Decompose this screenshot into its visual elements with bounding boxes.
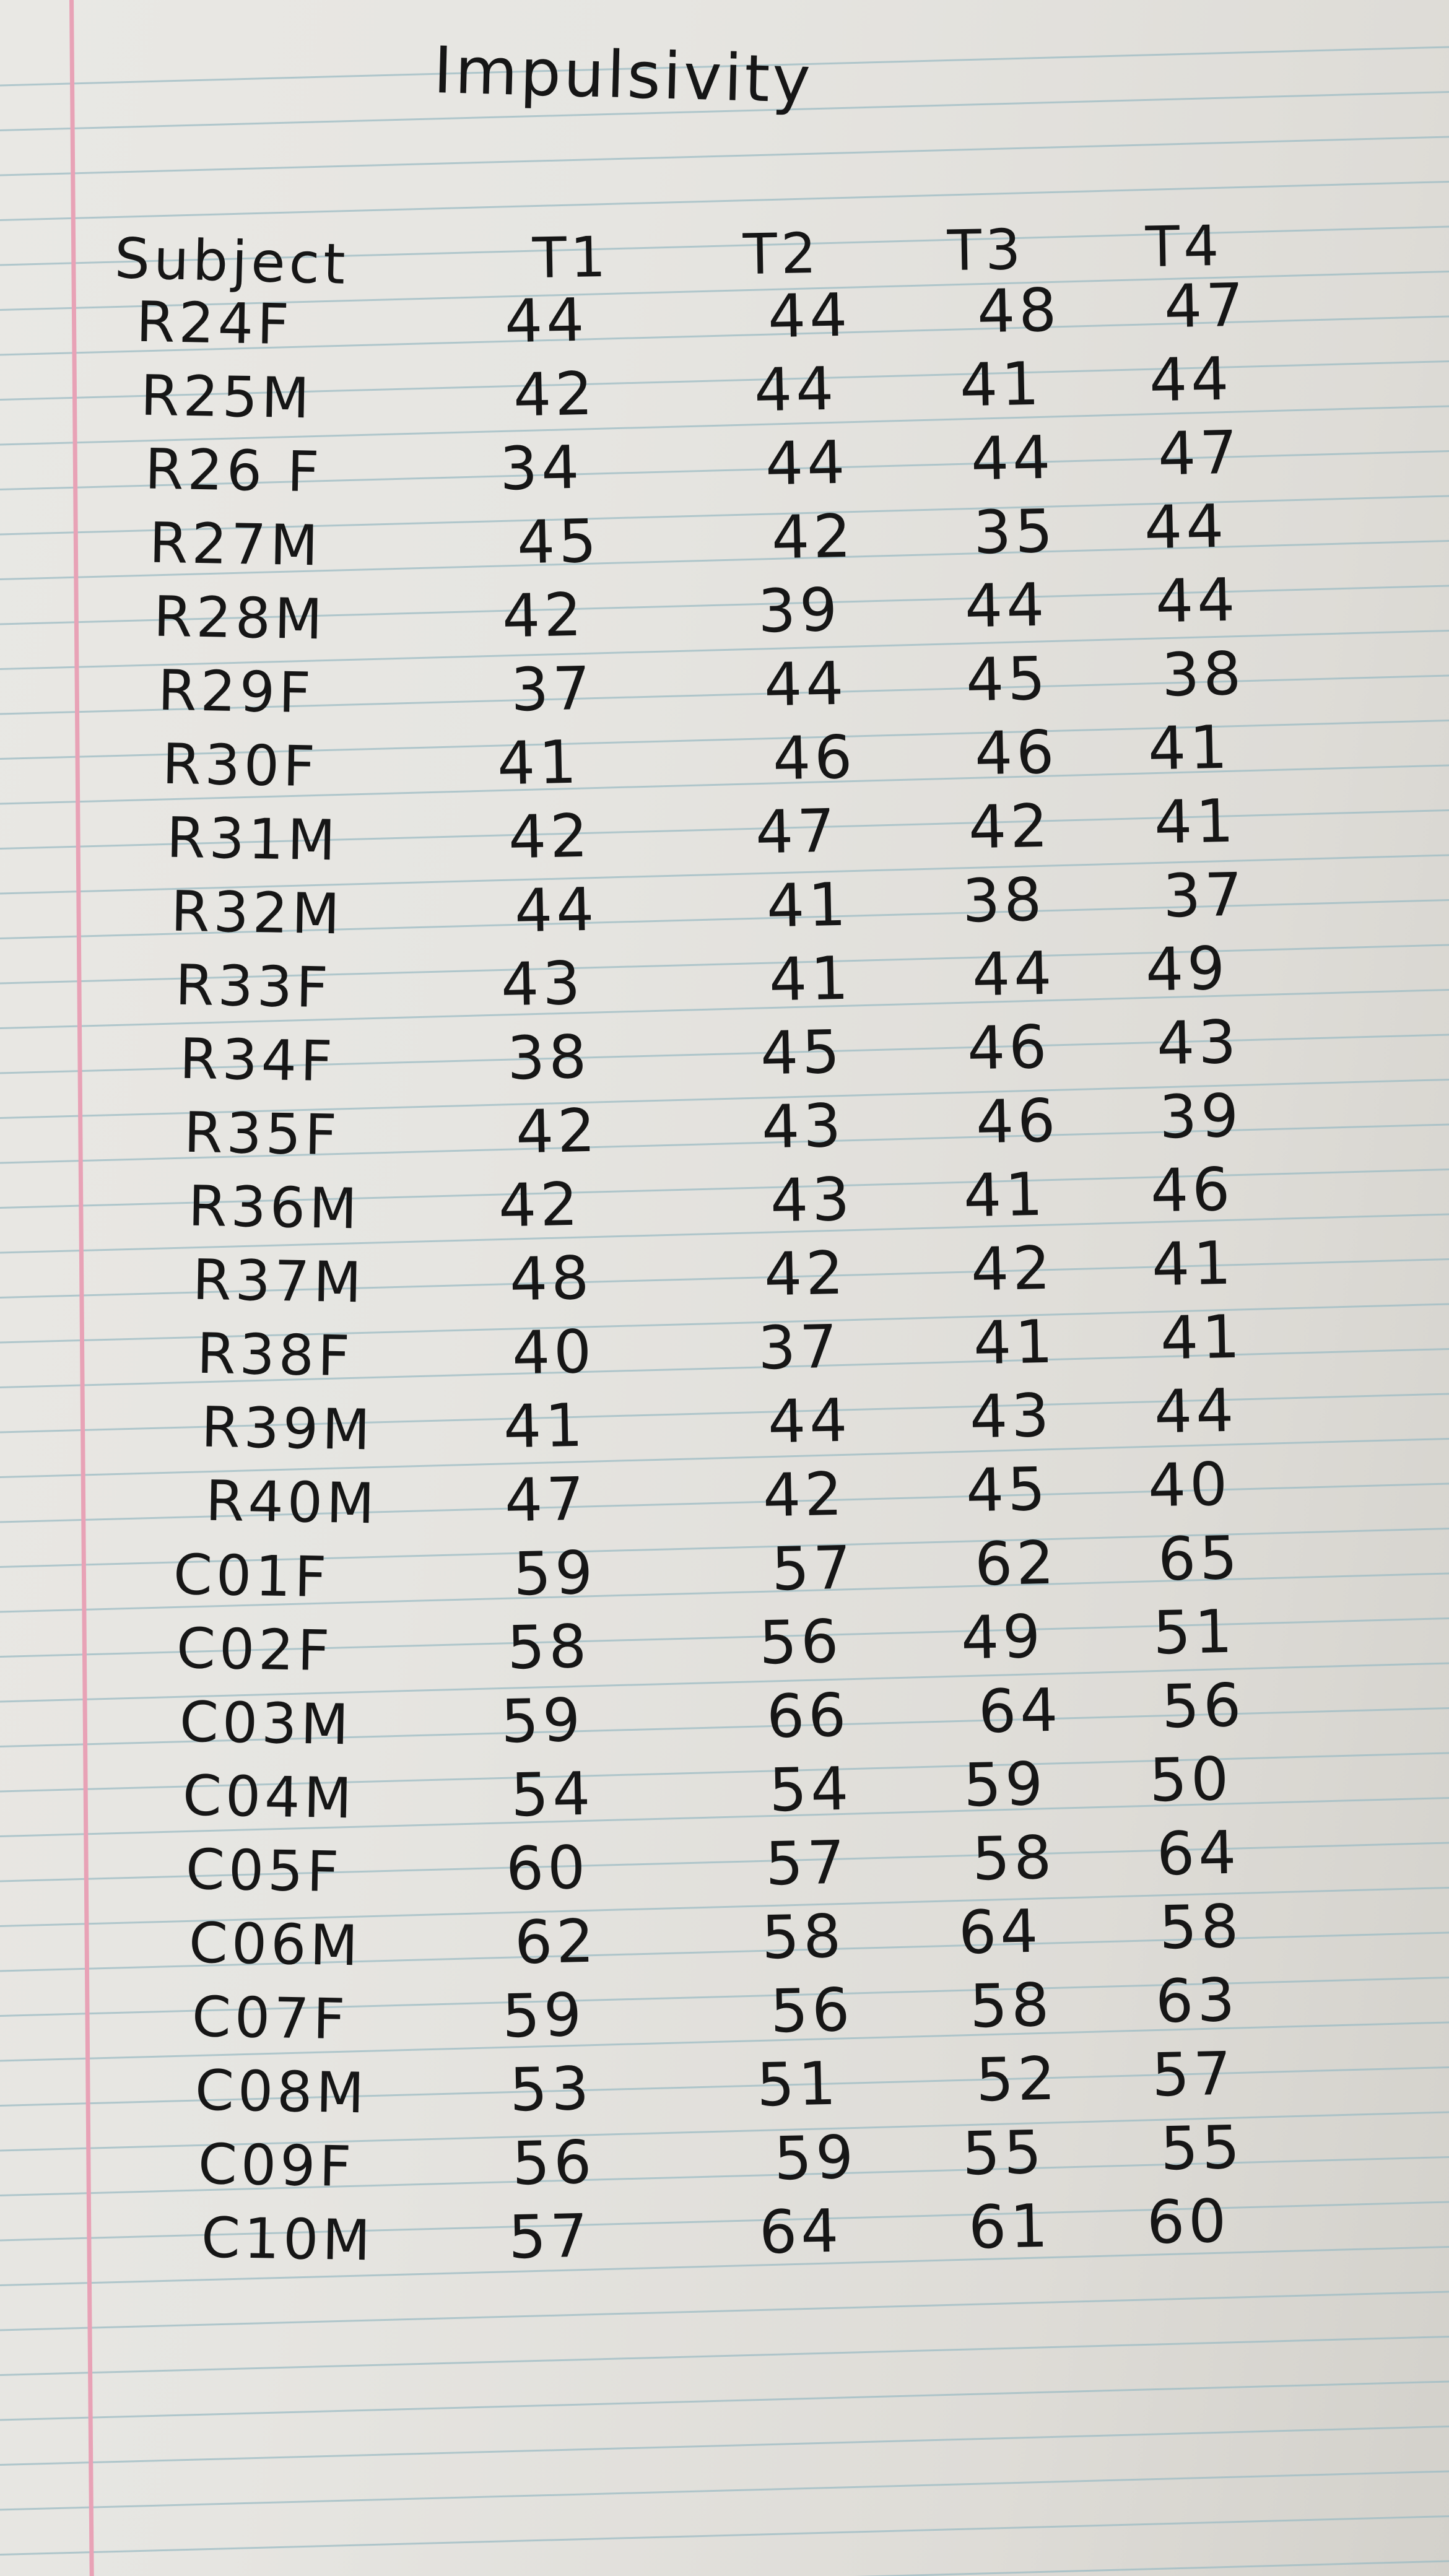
row-value-t4: 46 (1149, 1154, 1235, 1226)
row-value-t3: 45 (965, 643, 1050, 715)
row-subject: C07F (191, 1984, 350, 2053)
row-value-t4: 50 (1148, 1744, 1234, 1816)
row-value-t3: 61 (967, 2191, 1053, 2263)
row-value-t2: 43 (760, 1090, 846, 1162)
row-value-t3: 45 (965, 1454, 1050, 1526)
row-value-t3: 42 (967, 791, 1053, 863)
row-value-t3: 64 (957, 1896, 1043, 1968)
row-subject: R38F (196, 1321, 354, 1390)
row-subject: C05F (185, 1837, 344, 1905)
col-header-t3: T3 (947, 217, 1025, 284)
row-value-t4: 57 (1151, 2039, 1236, 2110)
row-subject: C01F (173, 1542, 331, 1611)
col-header-t4: T4 (1145, 213, 1224, 281)
row-value-t1: 42 (507, 801, 593, 872)
row-value-t3: 46 (966, 1012, 1051, 1084)
row-value-t4: 47 (1163, 270, 1248, 342)
row-value-t3: 64 (977, 1675, 1063, 1747)
row-subject: C02F (176, 1616, 334, 1684)
row-subject: C09F (198, 2131, 356, 2200)
row-value-t4: 60 (1146, 2186, 1231, 2258)
row-value-t1: 59 (512, 1538, 598, 1609)
row-value-t3: 43 (968, 1380, 1054, 1452)
row-value-t1: 45 (516, 506, 601, 578)
row-value-t4: 37 (1162, 859, 1247, 931)
row-value-t4: 41 (1147, 712, 1232, 784)
row-value-t4: 55 (1159, 2112, 1245, 2184)
row-subject: R24F (136, 289, 294, 358)
row-value-t1: 48 (508, 1243, 594, 1315)
row-value-t1: 40 (511, 1316, 596, 1388)
row-subject: C06M (188, 1910, 362, 1979)
row-value-t2: 42 (762, 1459, 847, 1531)
row-value-t1: 42 (512, 359, 598, 430)
row-value-t2: 44 (763, 648, 848, 720)
row-value-t2: 43 (769, 1164, 855, 1236)
row-subject: R25M (140, 363, 314, 432)
row-value-t1: 57 (507, 2201, 593, 2273)
row-value-t3: 41 (962, 1159, 1048, 1231)
row-value-t3: 48 (976, 275, 1061, 347)
row-value-t4: 41 (1153, 786, 1238, 858)
row-value-t1: 47 (503, 1464, 589, 1536)
row-value-t4: 44 (1148, 344, 1234, 416)
row-value-t2: 66 (765, 1680, 851, 1752)
row-value-t2: 57 (764, 1827, 850, 1899)
row-value-t4: 41 (1159, 1302, 1245, 1373)
row-value-t2: 44 (767, 280, 852, 352)
col-header-t2: T2 (742, 220, 821, 288)
row-value-t1: 53 (508, 2053, 594, 2125)
row-value-t4: 64 (1155, 1817, 1241, 1889)
row-value-t4: 40 (1147, 1449, 1232, 1521)
row-value-t4: 58 (1158, 1891, 1243, 1963)
row-value-t4: 56 (1160, 1670, 1246, 1742)
row-value-t1: 38 (506, 1022, 591, 1094)
row-value-t4: 41 (1151, 1228, 1236, 1300)
row-value-t4: 44 (1154, 565, 1240, 637)
col-header-t1: T1 (532, 224, 611, 292)
row-value-t1: 54 (510, 1759, 595, 1830)
row-value-t3: 58 (968, 1970, 1054, 2042)
row-value-t4: 51 (1152, 1596, 1237, 1668)
row-subject: R26 F (144, 437, 324, 505)
row-value-t2: 39 (757, 575, 842, 646)
row-subject: R28M (153, 584, 327, 653)
row-value-t1: 44 (513, 874, 599, 946)
row-subject: R36M (188, 1173, 362, 1242)
row-value-t2: 47 (754, 796, 840, 868)
row-value-t3: 52 (975, 2043, 1060, 2115)
row-subject: R27M (149, 510, 323, 579)
row-subject: R31M (166, 805, 340, 874)
row-subject: R35F (183, 1100, 341, 1168)
page-title: Impulsivity (432, 32, 814, 118)
row-value-t1: 37 (510, 653, 595, 725)
row-value-t4: 49 (1144, 933, 1230, 1005)
row-subject: C10M (201, 2205, 375, 2274)
row-value-t1: 59 (501, 1980, 586, 2052)
row-value-t4: 44 (1143, 491, 1229, 563)
row-value-t3: 46 (973, 717, 1059, 789)
row-subject: C04M (182, 1763, 356, 1832)
row-value-t1: 34 (498, 432, 584, 504)
row-value-t3: 62 (973, 1528, 1059, 1599)
row-value-t3: 59 (962, 1749, 1048, 1821)
row-value-t1: 59 (500, 1685, 585, 1757)
row-value-t2: 56 (769, 1975, 855, 2047)
row-value-t2: 57 (770, 1533, 856, 1604)
row-value-t3: 44 (964, 570, 1049, 642)
row-subject: R39M (201, 1395, 375, 1463)
row-value-t2: 37 (757, 1312, 842, 1383)
row-value-t1: 42 (497, 1169, 583, 1241)
row-value-t2: 59 (773, 2122, 858, 2194)
row-value-t4: 39 (1158, 1081, 1243, 1152)
row-value-t1: 62 (513, 1906, 599, 1978)
row-value-t2: 44 (753, 354, 838, 425)
row-value-t1: 43 (500, 948, 585, 1020)
row-value-t4: 47 (1157, 417, 1242, 489)
row-value-t1: 42 (515, 1095, 600, 1167)
row-value-t1: 44 (503, 285, 589, 357)
row-subject: R30F (162, 731, 320, 800)
row-value-t2: 46 (772, 722, 857, 794)
row-value-t1: 42 (501, 580, 586, 651)
row-subject: R33F (175, 952, 333, 1021)
row-value-t1: 41 (502, 1390, 588, 1462)
row-value-t3: 41 (959, 349, 1044, 420)
row-value-t3: 41 (972, 1307, 1058, 1378)
row-value-t3: 42 (970, 1233, 1055, 1305)
row-value-t3: 49 (960, 1601, 1045, 1673)
row-subject: R37M (192, 1247, 366, 1316)
row-value-t2: 44 (767, 1385, 852, 1457)
row-value-t2: 42 (763, 1238, 848, 1310)
row-value-t3: 35 (972, 496, 1058, 568)
row-value-t3: 55 (961, 2117, 1046, 2189)
col-header-subject: Subject (113, 226, 350, 297)
row-subject: R32M (170, 879, 344, 947)
row-value-t2: 42 (770, 501, 856, 573)
row-subject: R34F (179, 1026, 337, 1095)
row-value-t4: 43 (1155, 1007, 1241, 1079)
row-value-t1: 56 (511, 2127, 596, 2199)
row-value-t3: 58 (971, 1822, 1056, 1894)
row-value-t2: 56 (758, 1606, 843, 1678)
row-value-t3: 46 (975, 1086, 1060, 1157)
row-value-t4: 63 (1154, 1965, 1240, 2037)
row-value-t4: 44 (1153, 1375, 1238, 1447)
row-subject: C03M (179, 1689, 353, 1758)
row-value-t1: 41 (496, 727, 581, 799)
row-value-t1: 60 (505, 1832, 590, 1904)
row-subject: C08M (194, 2058, 368, 2126)
row-value-t2: 41 (765, 869, 851, 941)
row-value-t2: 41 (768, 943, 853, 1015)
row-value-t2: 54 (768, 1754, 853, 1825)
row-subject: R40M (205, 1468, 379, 1537)
row-value-t3: 44 (970, 422, 1055, 494)
row-value-t1: 58 (506, 1611, 591, 1683)
row-value-t4: 65 (1157, 1523, 1242, 1595)
row-value-t2: 58 (760, 1901, 846, 1973)
row-value-t2: 45 (759, 1017, 845, 1089)
row-value-t3: 44 (971, 938, 1056, 1010)
row-value-t2: 64 (758, 2196, 843, 2268)
row-value-t3: 38 (961, 864, 1046, 936)
row-value-t2: 51 (755, 2048, 841, 2120)
row-subject: R29F (157, 658, 315, 726)
row-value-t2: 44 (764, 427, 850, 499)
row-value-t4: 38 (1160, 638, 1246, 710)
